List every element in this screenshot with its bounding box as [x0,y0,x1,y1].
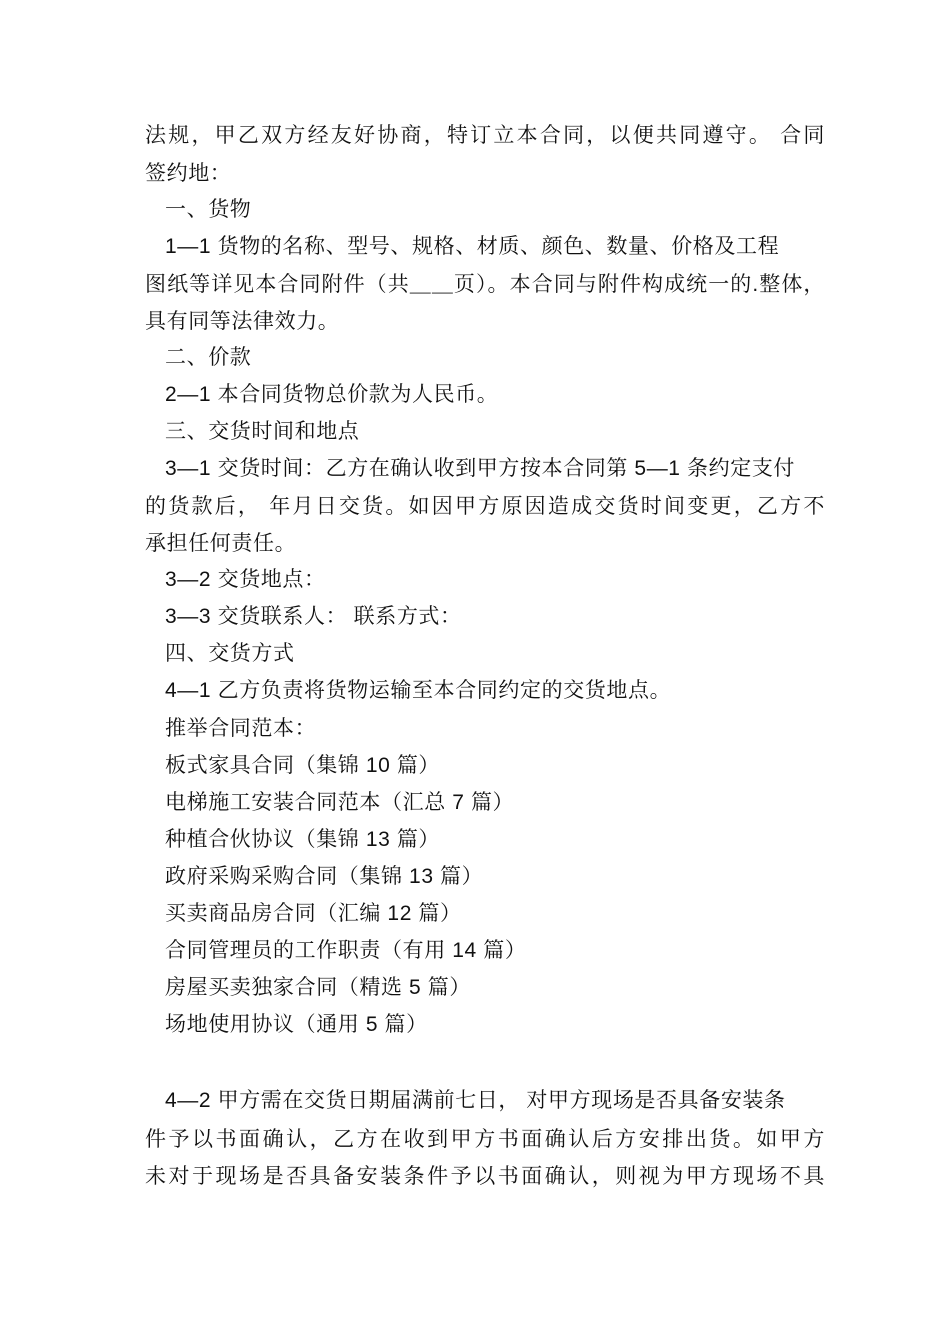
clause-line: 2—1 本合同货物总价款为人民币。 [165,383,499,406]
clause-line: 4—1 乙方负责将货物运输至本合同约定的交货地点。 [165,679,672,702]
paragraph-line: 承担任何责任。 [145,532,297,555]
paragraph-line: 具有同等法律效力。 [145,310,340,333]
clause-line: 3—1 交货时间：乙方在确认收到甲方按本合同第 5—1 条约定支付 [165,457,796,480]
clause-line: 1—1 货物的名称、型号、规格、材质、颜色、数量、价格及工程 [165,235,780,258]
paragraph-line: 图纸等详见本合同附件（共＿＿页）。本合同与附件构成统一的.整体， [145,273,825,296]
section-heading: 三、交货时间和地点 [165,420,360,443]
paragraph-line: 的货款后， 年月日交货。如因甲方原因造成交货时间变更，乙方不 [145,495,825,518]
section-heading: 二、价款 [165,346,252,369]
clause-line: 4—2 甲方需在交货日期届满前七日， 对甲方现场是否具备安装条 [165,1089,786,1112]
recommend-link[interactable]: 场地使用协议（通用 5 篇） [165,1013,428,1036]
clause-line: 3—2 交货地点： [165,568,326,591]
paragraph-line: 签约地： [145,162,232,185]
section-heading: 一、货物 [165,198,252,221]
recommend-link[interactable]: 房屋买卖独家合同（精选 5 篇） [165,976,471,999]
recommend-link[interactable]: 合同管理员的工作职责（有用 14 篇） [165,939,527,962]
paragraph-line: 件予以书面确认，乙方在收到甲方书面确认后方安排出货。如甲方 [145,1128,825,1151]
clause-line: 3—3 交货联系人： 联系方式： [165,605,462,628]
section-heading: 四、交货方式 [165,642,295,665]
recommend-link[interactable]: 政府采购采购合同（集锦 13 篇） [165,865,484,888]
recommend-heading: 推举合同范本： [165,717,317,740]
recommend-link[interactable]: 买卖商品房合同（汇编 12 篇） [165,902,462,925]
recommend-link[interactable]: 种植合伙协议（集锦 13 篇） [165,828,441,851]
paragraph-line: 法规，甲乙双方经友好协商，特订立本合同，以便共同遵守。 合同 [145,124,825,147]
paragraph-line: 未对于现场是否具备安装条件予以书面确认，则视为甲方现场不具 [145,1165,825,1188]
recommend-link[interactable]: 电梯施工安装合同范本（汇总 7 篇） [165,791,515,814]
recommend-link[interactable]: 板式家具合同（集锦 10 篇） [165,754,441,777]
